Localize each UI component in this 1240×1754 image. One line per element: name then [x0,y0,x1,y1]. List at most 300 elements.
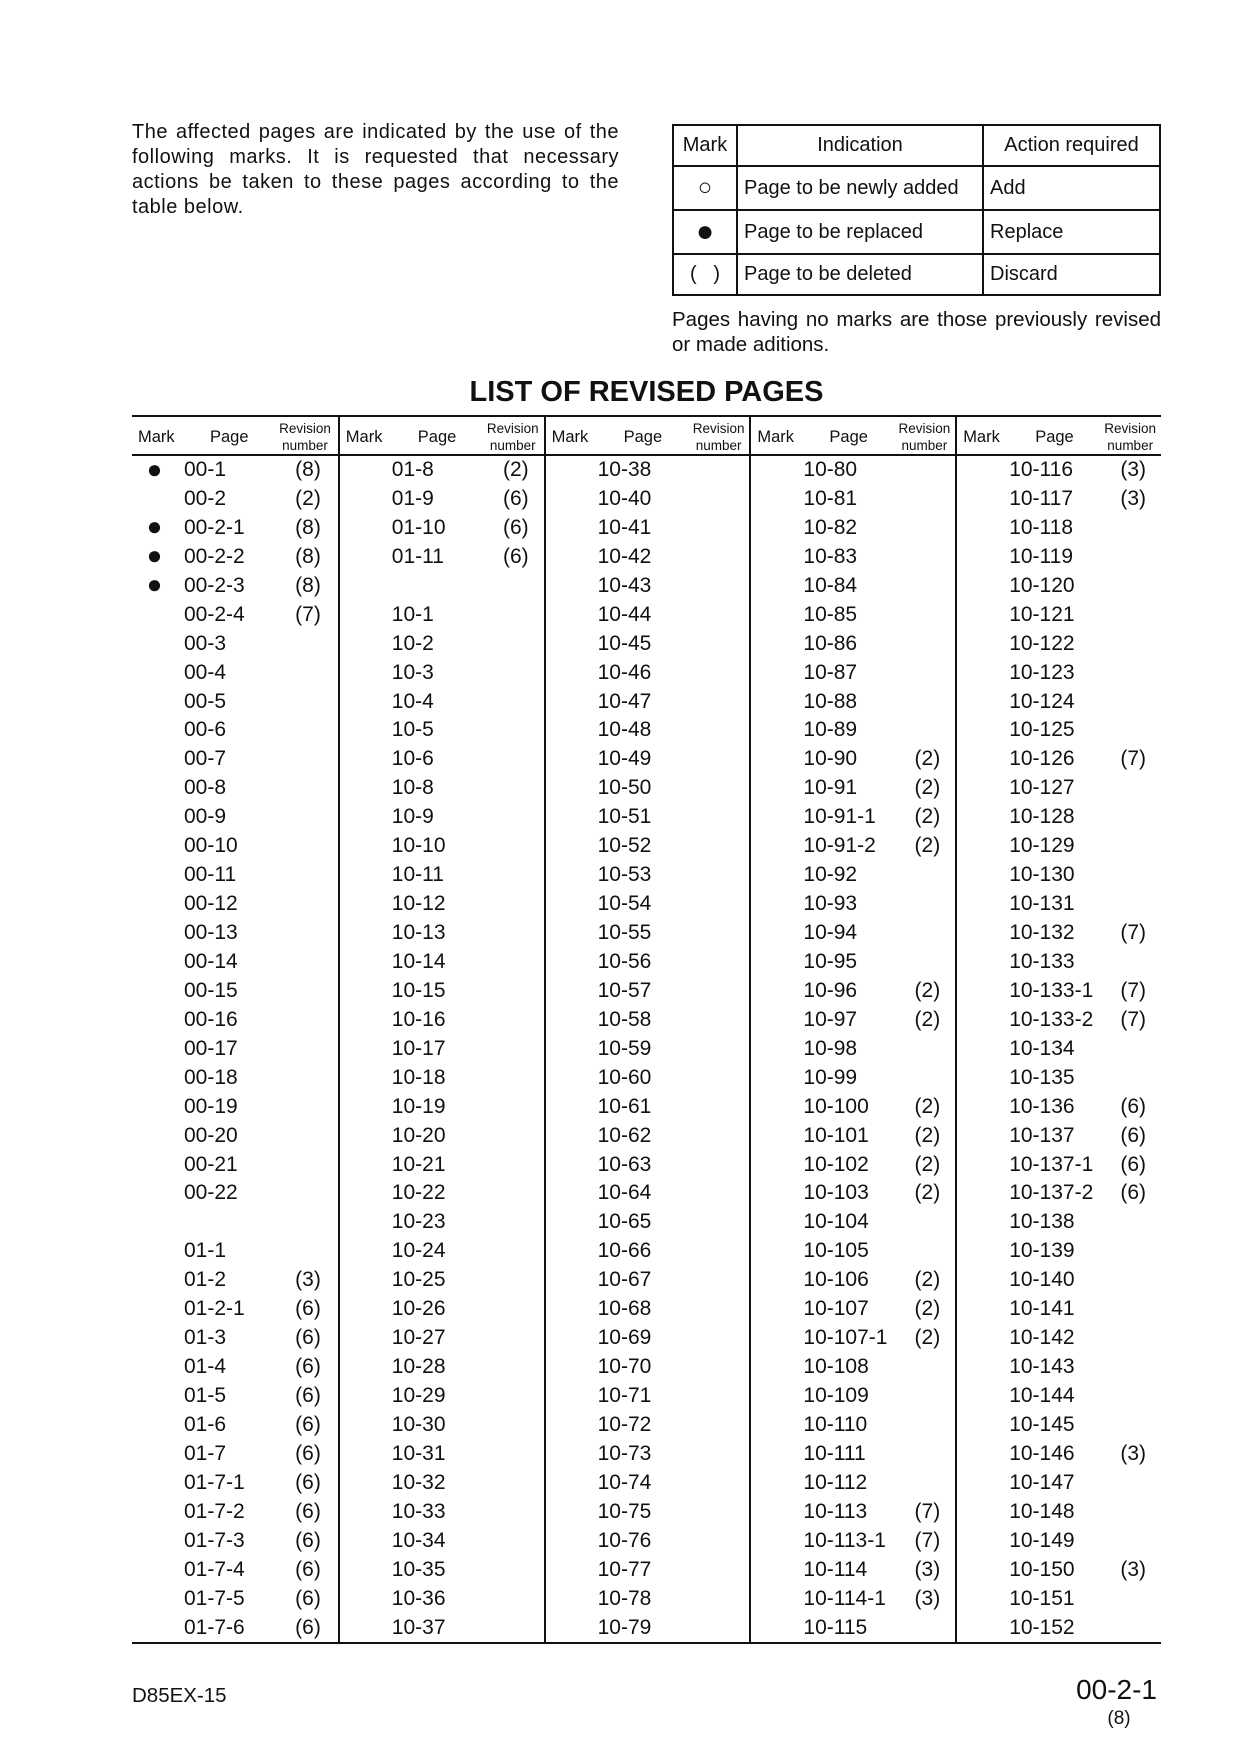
page-cell: 10-10 [391,834,446,858]
legend-action-add: Add [984,167,1159,211]
revised-page-row [957,1353,1161,1382]
page-cell: 10-20 [391,1123,446,1147]
revised-page-row [546,659,750,688]
revised-page-row [546,1585,750,1614]
revised-page-row [132,1122,338,1151]
revised-page-row [751,1295,955,1324]
revision-cell: (6) [1120,1152,1147,1176]
revised-page-row [546,1527,750,1556]
page-cell: 01-10 [391,515,446,539]
page-cell: 10-65 [597,1210,652,1234]
revised-page-row [340,1122,544,1151]
revised-page-row [340,1527,544,1556]
page-cell: 10-143 [1009,1355,1075,1379]
page-cell: 10-91-1 [803,805,876,829]
revised-page-row [340,774,544,803]
revision-cell: (2) [914,805,941,829]
revision-number-header [278,420,332,454]
revised-page-row [546,1064,750,1093]
revision-cell: (3) [295,1268,321,1292]
revised-page-row [340,948,544,977]
page-cell: 10-139 [1009,1239,1075,1263]
page-cell: 10-61 [597,1094,652,1118]
page-cell: 10-114 [803,1557,868,1581]
revised-page-row [546,1122,750,1151]
page-cell: 10-6 [391,747,434,771]
revised-pages-column-5 [955,417,1161,1642]
revised-page-row [340,1440,544,1469]
revision-cell: (6) [295,1470,321,1494]
page-cell: 10-95 [803,949,858,973]
revised-page-row [751,456,955,485]
page-cell: 10-111 [803,1441,866,1465]
page-cell: 10-146 [1009,1441,1075,1465]
page-cell: 01-2 [184,1268,227,1292]
page-header: Page [623,428,663,446]
revised-page-row [132,601,338,630]
page-cell: 10-76 [597,1528,652,1552]
page-cell: 10-53 [597,863,652,887]
page-cell: 10-24 [391,1239,446,1263]
mark-header: Mark [138,428,175,446]
page-cell: 10-49 [597,747,652,771]
revised-page-row [340,803,544,832]
page-cell: 10-25 [391,1268,446,1292]
page-cell: 10-57 [597,978,652,1002]
revised-page-row [546,1179,750,1208]
revised-page-row [546,1093,750,1122]
page-cell: 10-130 [1009,863,1075,887]
legend-header-action: Action required [984,126,1159,167]
revised-page-row [957,1064,1161,1093]
revised-page-row [751,485,955,514]
page-cell: 10-54 [597,892,652,916]
revision-number-header [897,420,951,454]
page-cell: 10-98 [803,1036,858,1060]
page-cell: 10-109 [803,1384,869,1407]
page-cell: 10-1 [391,602,434,626]
revised-pages-column-3 [544,417,750,1642]
page-cell: 10-129 [1009,834,1075,858]
revised-page-row [340,716,544,745]
page-cell: 00-16 [184,1007,238,1031]
page-cell: 10-48 [597,718,652,742]
revision-cell: (2) [914,1268,941,1292]
revised-page-row [340,601,544,630]
page-header: Page [829,428,868,446]
page-cell: 00-9 [184,805,227,829]
revised-page-row [340,745,544,774]
page-cell: 10-113 [803,1499,868,1523]
revised-page-row [340,1382,544,1411]
revision-cell: (6) [295,1557,321,1581]
mark-cell: ● [146,511,163,542]
revised-page-row [957,1411,1161,1440]
revision-cell: (6) [502,486,529,510]
revision-cell: (2) [295,486,321,510]
revised-page-row [751,543,955,572]
page-cell: 10-43 [597,573,652,597]
page-cell: 00-14 [184,949,238,973]
revised-page-row [751,1324,955,1353]
page-cell: 10-131 [1009,892,1075,916]
revised-page-row [546,1006,750,1035]
page-cell: 01-5 [184,1384,227,1407]
revised-page-row [546,1411,750,1440]
page-cell: 10-104 [803,1210,869,1234]
revised-page-row [546,861,750,890]
revised-page-row [957,948,1161,977]
revised-page-row [546,456,750,485]
marks-legend-table [672,124,1161,296]
revised-page-row [546,1498,750,1527]
revised-page-row [751,716,955,745]
revised-page-row [132,977,338,1006]
revised-page-row [340,1093,544,1122]
page-cell: 10-45 [597,631,652,655]
mark-cell: ● [146,569,163,600]
revised-page-row [546,1382,750,1411]
revised-page-row [132,1498,338,1527]
legend-header-mark: Mark [674,126,738,167]
revised-page-row [546,1266,750,1295]
page-cell: 10-40 [597,486,652,510]
page-cell: 10-120 [1009,573,1075,597]
revision-cell: (6) [295,1326,321,1350]
column-header [751,417,955,456]
page-cell: 10-127 [1009,776,1075,800]
page-cell: 10-16 [391,1007,446,1031]
revised-page-row [957,601,1161,630]
revision-header-line: Revision [1104,421,1157,436]
revised-page-row [546,543,750,572]
page-cell: 10-138 [1009,1210,1075,1234]
page-cell: 10-66 [597,1239,652,1263]
revised-page-row [957,1122,1161,1151]
page-cell: 10-21 [391,1152,446,1176]
revised-page-row [132,1469,338,1498]
revised-page-row [546,688,750,717]
page-cell: 10-99 [803,1065,858,1089]
revised-page-row [957,919,1161,948]
page-cell: 10-103 [803,1181,869,1205]
revised-pages-column-2 [338,417,544,1642]
page-cell: 01-7 [184,1441,227,1465]
revised-page-row [957,485,1161,514]
revised-page-row [132,919,338,948]
page-cell: 10-14 [391,949,446,973]
page-cell: 10-42 [597,544,652,568]
page-cell: 10-68 [597,1297,652,1321]
revised-page-row [751,745,955,774]
revision-cell: (6) [502,544,529,568]
revision-cell: (6) [295,1412,321,1436]
page-cell: 10-125 [1009,718,1075,742]
page-cell: 10-60 [597,1065,652,1089]
revised-pages-table [132,415,1161,1644]
revised-page-row [546,1208,750,1237]
footer-model: D85EX-15 [132,1684,227,1707]
page-cell: 10-58 [597,1007,652,1031]
revised-page-row [957,1614,1161,1643]
revision-cell: (2) [914,978,941,1002]
revision-cell: (3) [1120,458,1147,481]
revised-pages-columns [132,417,1161,1642]
page-cell: 10-133 [1009,949,1075,973]
page-cell: 10-81 [803,486,858,510]
page-cell: 10-133-2 [1009,1007,1094,1031]
page-cell: 01-7-2 [184,1499,245,1523]
revised-page-row [957,1295,1161,1324]
page-cell: 10-5 [391,718,434,742]
revised-page-row [546,514,750,543]
revised-page-row [132,659,338,688]
page-cell: 10-142 [1009,1326,1075,1350]
page-cell: 10-118 [1009,515,1074,539]
mark-cell: ● [146,540,163,571]
page-cell: 10-91 [803,776,858,800]
revised-page-row [957,1585,1161,1614]
revised-page-row [132,569,338,601]
revised-page-row [751,1353,955,1382]
revised-page-row [132,453,338,485]
revised-page-row [957,1266,1161,1295]
page-cell: 10-77 [597,1557,652,1581]
revised-page-row [132,948,338,977]
revised-page-row [957,630,1161,659]
page-cell: 10-137-1 [1009,1152,1094,1176]
page-cell: 10-92 [803,863,858,887]
page-cell: 10-71 [597,1384,652,1407]
revised-page-row [132,1064,338,1093]
revision-cell: (2) [914,1326,941,1350]
revised-page-row [132,1411,338,1440]
revision-cell: (2) [914,776,941,800]
revised-page-row [132,774,338,803]
page-header: Page [210,428,249,446]
revision-cell: (2) [914,747,941,771]
revised-page-row [340,1556,544,1585]
revision-cell: (8) [295,544,321,568]
revised-page-row [751,659,955,688]
page-cell: 10-114-1 [803,1586,886,1610]
page-cell: 10-13 [391,921,446,944]
page-cell: 00-3 [184,631,227,655]
page-cell: 10-11 [391,863,444,887]
revised-page-row [751,1122,955,1151]
page-cell: 00-8 [184,776,227,800]
revision-header-line: number [489,438,536,453]
revised-page-row [546,919,750,948]
revision-cell: (7) [1120,921,1147,944]
revised-page-row [132,1266,338,1295]
page-cell: 10-150 [1009,1557,1075,1581]
revision-header-line: number [901,438,948,453]
legend-indication-deleted: Page to be deleted [738,255,984,294]
revised-page-row [340,1208,544,1237]
footer-page-number: 00-2-1 [1076,1674,1157,1705]
page-cell: 00-12 [184,892,238,916]
revised-page-row [751,861,955,890]
page-cell: 10-33 [391,1499,446,1523]
revised-page-row [957,1006,1161,1035]
page-cell: 01-9 [391,486,434,510]
revised-page-row [340,1035,544,1064]
page-cell: 10-75 [597,1499,652,1523]
revised-page-row [751,1064,955,1093]
revised-page-row [340,832,544,861]
page-cell: 10-134 [1009,1036,1075,1060]
revised-page-row [957,543,1161,572]
revision-cell: (6) [295,1586,321,1610]
page-title: LIST OF REVISED PAGES [469,376,824,408]
revised-page-row [132,1295,338,1324]
revised-page-row [340,659,544,688]
page-cell: 10-151 [1009,1586,1075,1610]
revised-page-row [957,1208,1161,1237]
intro-paragraph [132,120,619,220]
note-line: or made aditions. [672,333,830,356]
revised-page-row [132,832,338,861]
revision-cell: (7) [914,1528,941,1552]
revised-page-row [340,1295,544,1324]
revised-page-row [957,456,1161,485]
page-cell: 10-124 [1009,689,1075,713]
revision-cell: (6) [295,1297,321,1321]
revision-cell: (8) [295,515,321,539]
intro-line: The affected pages are indicated by the use of the [132,121,619,143]
page-cell: 01-8 [391,458,434,481]
page-cell: 00-20 [184,1123,238,1147]
revised-page-row [546,890,750,919]
revised-page-row [751,688,955,717]
revised-page-row [132,1440,338,1469]
revised-page-row [751,1498,955,1527]
page-cell: 10-128 [1009,805,1075,829]
revised-page-row [340,485,544,514]
revision-cell: (3) [1120,1557,1147,1581]
revised-page-row [957,977,1161,1006]
revised-page-row [751,1382,955,1411]
revised-page-row [546,485,750,514]
page-cell: 10-121 [1009,602,1075,626]
intro-line: following marks. It is requested that necessary [132,146,619,168]
revision-cell: (2) [914,1297,941,1321]
revision-cell: (2) [914,1181,941,1205]
page-cell: 10-113-1 [803,1528,886,1552]
revision-cell: (2) [914,1123,941,1147]
revised-page-row [957,659,1161,688]
page-cell: 10-88 [803,689,858,713]
revised-page-row [132,1614,338,1643]
page-cell: 10-102 [803,1152,869,1176]
page-cell: 10-78 [597,1586,652,1610]
revised-page-row [751,514,955,543]
footer-page-revision: (8) [1107,1708,1131,1729]
revision-cell: (3) [1120,1441,1147,1465]
revised-page-row [132,1527,338,1556]
revised-page-row [546,1324,750,1353]
revised-page-row [340,572,544,601]
page-cell: 10-144 [1009,1384,1075,1407]
revised-page-row [546,1353,750,1382]
page-cell: 10-69 [597,1326,652,1350]
page-cell: 10-105 [803,1239,869,1263]
note-line: Pages having no marks are those previously revised [672,308,1161,331]
page-cell: 10-107-1 [803,1326,888,1350]
revision-cell: (8) [295,573,321,597]
filled-circle-mark: ● [674,211,738,255]
revised-page-row [751,1006,955,1035]
revised-page-row [340,977,544,1006]
revised-page-row [957,1498,1161,1527]
revised-page-row [546,572,750,601]
page-cell: 10-59 [597,1036,652,1060]
revised-page-row [751,1556,955,1585]
revision-header-line: number [695,438,742,453]
page-cell: 01-6 [184,1412,227,1436]
column-header [132,417,338,456]
revised-page-row [132,485,338,514]
revision-number-header [692,420,746,454]
revised-page-row [957,1093,1161,1122]
page-cell: 10-47 [597,689,652,713]
revised-page-row [340,630,544,659]
revised-page-row [751,1585,955,1614]
revision-cell: (6) [1120,1181,1147,1205]
revised-page-row [957,572,1161,601]
revision-cell: (3) [914,1557,941,1581]
legend-action-replace: Replace [984,211,1159,255]
page-cell: 10-84 [803,573,858,597]
revised-page-row [132,1585,338,1614]
page-cell: 10-149 [1009,1528,1075,1552]
page-cell: 10-67 [597,1268,652,1292]
revision-cell: (6) [295,1355,321,1379]
revision-cell: (2) [914,1152,941,1176]
revised-page-row [957,1237,1161,1266]
revised-page-row [751,832,955,861]
revised-page-row [957,1179,1161,1208]
intro-line: actions be taken to these pages according to the [132,171,619,193]
revised-page-row [340,861,544,890]
revised-page-row [132,716,338,745]
page-cell: 00-2-4 [184,602,245,626]
revised-page-row [957,1035,1161,1064]
revised-page-row [546,1295,750,1324]
page-cell: 10-63 [597,1152,652,1176]
page-cell: 10-46 [597,660,652,684]
revised-page-row [340,1411,544,1440]
column-header [340,417,544,456]
revised-page-row [751,1527,955,1556]
legend-indication-replaced: Page to be replaced [738,211,984,255]
revision-cell: (3) [1120,486,1147,510]
page-cell: 10-141 [1009,1297,1075,1321]
page-cell: 10-135 [1009,1065,1075,1089]
page-cell: 10-116 [1009,458,1074,481]
page-cell: 10-117 [1009,486,1074,510]
revised-page-row [132,803,338,832]
revision-cell: (7) [1120,978,1147,1002]
revised-page-row [957,1469,1161,1498]
page-cell: 10-136 [1009,1094,1075,1118]
revised-page-row [340,514,544,543]
revision-cell: (7) [295,602,321,626]
revised-page-row [340,1585,544,1614]
revision-cell: (6) [295,1615,321,1639]
revision-header-line: number [282,438,328,453]
